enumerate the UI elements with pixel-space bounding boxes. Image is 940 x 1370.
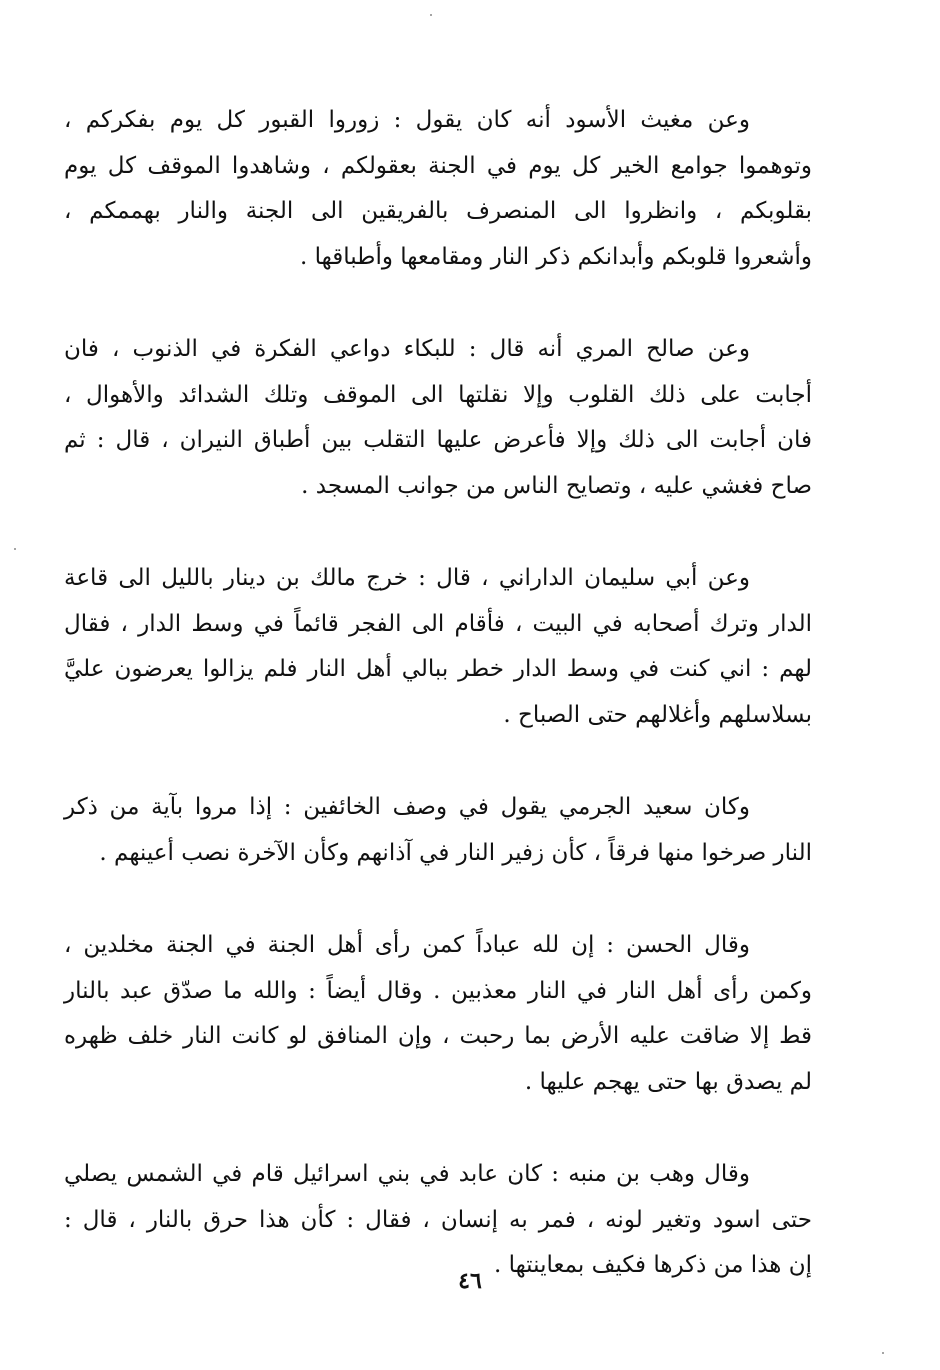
page-number: ٤٦ [458,1268,482,1294]
text-line: لهم : اني كنت في وسط الدار خطر ببالي أهل النار فلم يزالوا يعرضون عليَّ [64,656,812,682]
paragraph-mughith [64,98,812,280]
text-line: النار صرخوا منها فرقاً ، كأن زفير النار في آذانهم وكأن الآخرة نصب أعينهم . [99,839,812,866]
scan-speck [882,1352,884,1354]
text-line: وعن مغيث الأسود أنه كان يقول : زوروا القبور كل يوم بفكركم ، [64,107,750,133]
text-line: بقلوبكم ، وانظروا الى المنصرف بالفريقين الى الجنة والنار بهممكم ، [64,198,812,224]
text-line: فان أجابت الى ذلك وإلا فأعرض عليها التقلب بين أطباق النيران ، قال : ثم [64,427,812,453]
text-line: وعن أبي سليمان الداراني ، قال : خرج مالك بن دينار بالليل الى قاعة [64,565,750,591]
text-line: بسلاسلهم وأغلالهم حتى الصباح . [503,701,812,728]
text-line: صاح فغشي عليه ، وتصايح الناس من جوانب المسجد . [301,472,812,499]
text-line: أجابت على ذلك القلوب وإلا نقلتها الى الموقف وتلك الشدائد والأهوال ، [64,381,812,408]
paragraph-said-aljarmi [64,785,812,876]
text-line: الدار وترك أصحابه في البيت ، فأقام الى الفجر قائماً في وسط الدار ، فقال [64,610,812,637]
paragraph-abu-sulayman [64,556,812,738]
text-line: إن هذا من ذكرها فكيف بمعاينتها . [493,1252,812,1278]
text-line: وقال الحسن : إن لله عباداً كمن رأى أهل الجنة في الجنة مخلدين ، [64,932,750,958]
text-line: وقال وهب بن منبه : كان عابد في بني اسرائيل قام في الشمس يصلي [64,1161,750,1187]
text-line: لم يصدق بها حتى يهجم عليها . [524,1068,812,1095]
scan-speck [430,14,432,16]
text-line: وكان سعيد الجرمي يقول في وصف الخائفين : إذا مروا بآية من ذكر [64,794,750,820]
paragraph-alhasan [64,923,812,1105]
text-line: قط إلا ضاقت عليه الأرض بما رحبت ، وإن المنافق لو كانت النار خلف ظهره [64,1023,812,1049]
page-body [64,98,812,1289]
text-line: وكمن رأى أهل النار في النار معذبين . وقال أيضاً : والله ما صدّق عبد بالنار [64,977,812,1004]
text-line: وعن صالح المري أنه قال : للبكاء دواعي الفكرة في الذنوب ، فان [64,336,750,362]
text-line: حتى اسود وتغير لونه ، فمر به إنسان ، فقال : كأن هذا حرق بالنار ، قال : [64,1206,812,1233]
paragraph-salih-almurri [64,327,812,509]
text-line: وأشعروا قلوبكم وأبدانكم ذكر النار ومقامعها وأطباقها . [300,243,812,270]
text-line: وتوهموا جوامع الخير كل يوم في الجنة بعقولكم ، وشاهدوا الموقف كل يوم [64,152,812,179]
scan-speck [14,548,16,550]
